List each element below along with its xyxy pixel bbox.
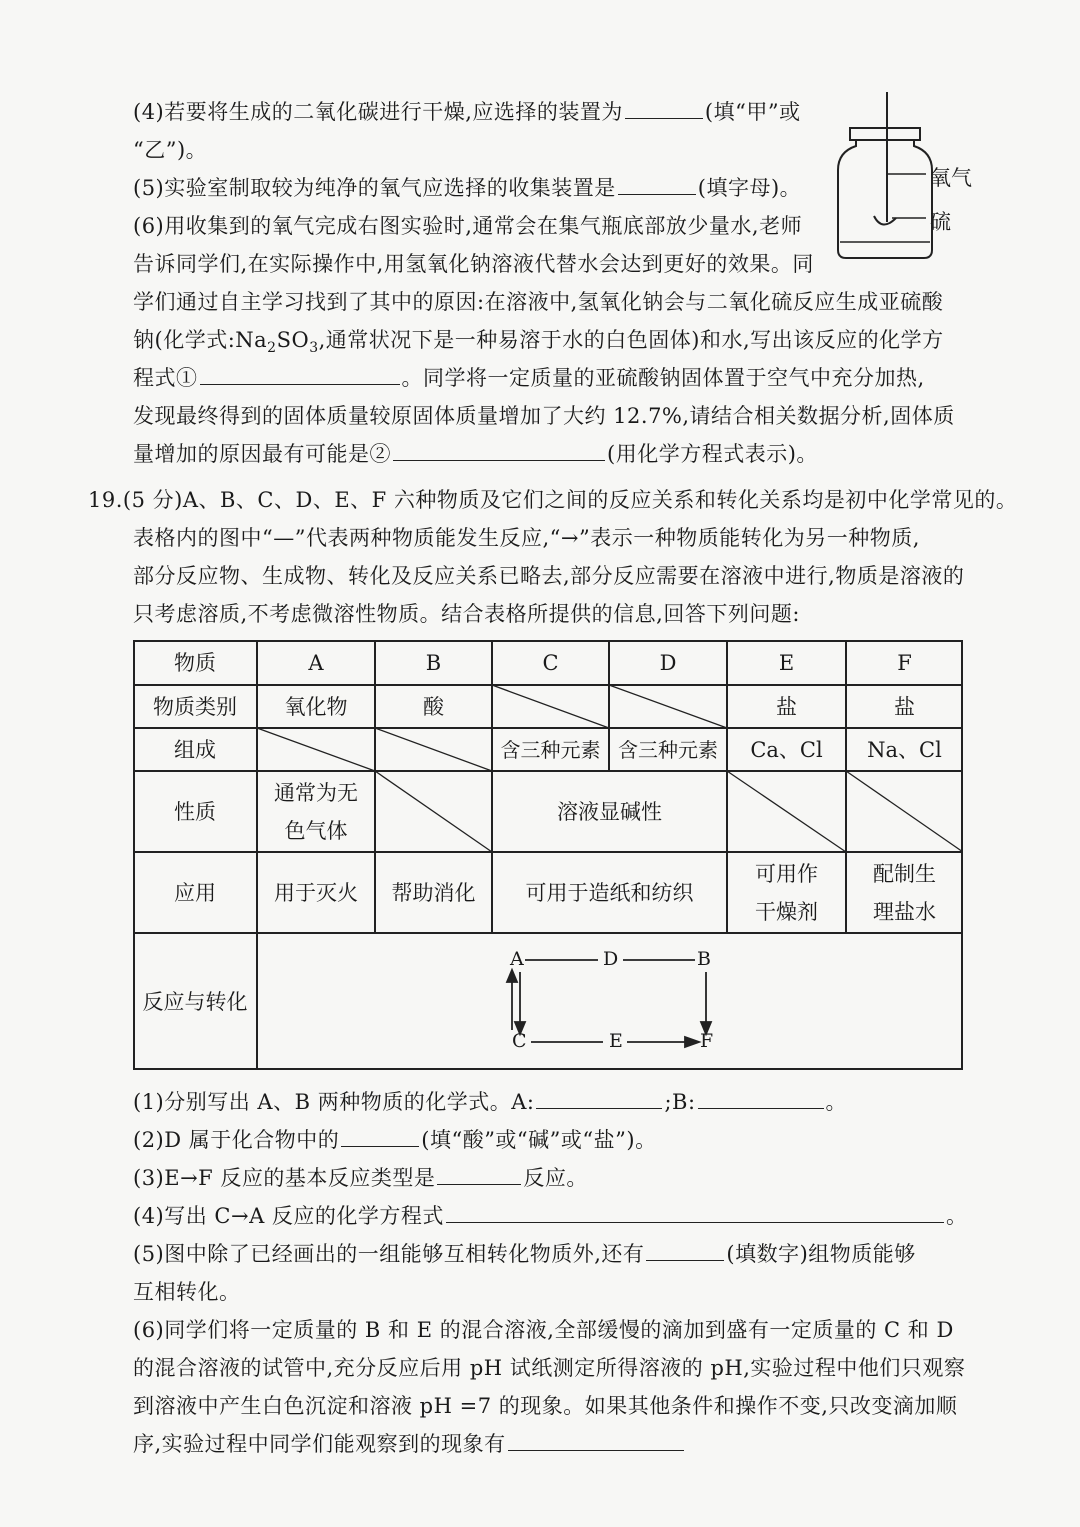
empty-cell-c-category xyxy=(492,685,609,728)
c-composition: 含三种元素 xyxy=(500,737,601,762)
q19-sub5-line1 xyxy=(133,1240,916,1268)
q19-sub1-end: 。 xyxy=(825,1090,848,1114)
q18-part6-line1: (6)用收集到的氧气完成右图实验时,通常会在集气瓶底部放少量水,老师 xyxy=(133,214,803,238)
empty-cell-a-composition xyxy=(257,728,375,771)
node-a: A xyxy=(510,948,524,970)
header-f: F xyxy=(897,650,912,675)
a-property-line2: 色气体 xyxy=(284,818,348,843)
gas-bottle-figure xyxy=(830,92,980,271)
node-d: D xyxy=(603,948,619,970)
q18-part4-line1 xyxy=(133,98,801,126)
q18-part4-blank[interactable] xyxy=(625,98,703,119)
q18-equation-1-blank[interactable] xyxy=(200,364,400,385)
q19-sub6-line3: 到溶液中产生白色沉淀和溶液 pH =7 的现象。如果其他条件和操作不变,只改变滴加顺 xyxy=(133,1394,958,1418)
q19-sub3-text: (3)E→F 反应的基本反应类型是 xyxy=(133,1166,436,1190)
row-label-reaction: 反应与转化 xyxy=(142,989,248,1014)
header-e: E xyxy=(778,650,795,675)
answer-phenomenon-blank[interactable] xyxy=(508,1430,684,1451)
row-label-composition: 组成 xyxy=(174,737,216,762)
f-use-line2: 理盐水 xyxy=(873,899,936,924)
d-composition: 含三种元素 xyxy=(618,737,718,762)
f-use xyxy=(846,852,963,933)
q18-part4-line2: “乙”)。 xyxy=(133,138,208,162)
empty-cell-b-property xyxy=(375,771,492,852)
e-use-line2: 干燥剂 xyxy=(755,899,818,924)
node-e: E xyxy=(609,1030,623,1052)
q18-part5-text: (5)实验室制取较为纯净的氧气应选择的收集装置是 xyxy=(133,176,616,200)
q19-sub6-line4 xyxy=(133,1430,686,1458)
q18-part5 xyxy=(133,174,801,202)
node-f: F xyxy=(700,1030,714,1052)
q19-sub6-line1: (6)同学们将一定质量的 B 和 E 的混合溶液,全部缓慢的滴加到盛有一定质量的 C 和 D xyxy=(133,1318,954,1342)
f-use-line1: 配制生 xyxy=(873,861,936,886)
q19-intro-line4: 只考虑溶质,不考虑微溶性物质。结合表格所提供的信息,回答下列问题: xyxy=(133,602,800,626)
e-composition: Ca、Cl xyxy=(750,737,823,762)
header-c: C xyxy=(542,650,559,675)
arrow-head-up xyxy=(507,970,517,982)
q19-sub4-end: 。 xyxy=(945,1204,968,1228)
header-substance: 物质 xyxy=(174,650,216,675)
q18-equation-2-label: 量增加的原因最有可能是② xyxy=(133,442,391,466)
node-b: B xyxy=(697,948,711,970)
f-category: 盐 xyxy=(894,694,915,719)
q19-sub3-end: 反应。 xyxy=(523,1166,588,1190)
q18-formula-sub-3: 3 xyxy=(309,340,319,357)
answer-groups-blank[interactable] xyxy=(646,1240,724,1261)
q19-sub4 xyxy=(133,1202,967,1230)
q18-part6-line5 xyxy=(133,364,925,392)
empty-cell-d-category xyxy=(609,685,727,728)
q18-part6-line6: 发现最终得到的固体质量较原固体质量增加了大约 12.7%,请结合相关数据分析,固体质 xyxy=(133,404,955,428)
a-category: 氧化物 xyxy=(284,694,348,719)
answer-reaction-type-blank[interactable] xyxy=(437,1164,521,1185)
empty-cell-f-property xyxy=(846,771,963,852)
a-property xyxy=(257,771,375,852)
q18-formula-so: SO xyxy=(276,328,310,352)
q19-sub5-line2: 互相转化。 xyxy=(133,1280,241,1304)
substance-table xyxy=(133,640,963,1070)
arrow-head-ef xyxy=(685,1037,699,1047)
q19-sub6-text: 序,实验过程中同学们能观察到的现象有 xyxy=(133,1432,506,1456)
a-property-line1: 通常为无 xyxy=(274,780,358,805)
answer-a-blank[interactable] xyxy=(536,1088,662,1109)
row-label-use: 应用 xyxy=(174,880,216,905)
f-composition: Na、Cl xyxy=(867,737,942,762)
e-use-line1: 可用作 xyxy=(755,861,818,886)
header-d: D xyxy=(659,650,677,675)
header-a: A xyxy=(308,650,324,675)
q18-part6-line7 xyxy=(133,440,818,468)
q18-part6-line7-rest: (用化学方程式表示)。 xyxy=(607,442,818,466)
q19-sub1 xyxy=(133,1088,847,1116)
q19-sub3 xyxy=(133,1164,588,1192)
row-label-property: 性质 xyxy=(174,799,216,824)
q18-formula-na: 钠(化学式:Na xyxy=(133,328,268,352)
label-oxygen: 氧气 xyxy=(930,166,972,190)
node-c: C xyxy=(512,1030,527,1052)
q18-part6-line5-rest: 。同学将一定质量的亚硫酸钠固体置于空气中充分加热, xyxy=(401,366,925,390)
q18-part6-line4-rest: ,通常状况下是一种易溶于水的白色固体)和水,写出该反应的化学方 xyxy=(318,328,944,352)
q19-intro-line2: 表格内的图中“—”代表两种物质能发生反应,“→”表示一种物质能转化为另一种物质, xyxy=(133,526,920,550)
q18-formula-sub-2: 2 xyxy=(267,340,277,357)
e-category: 盐 xyxy=(776,694,797,719)
q18-part5-hint: (填字母)。 xyxy=(697,176,802,200)
q19-sub2-hint: (填“酸”或“碱”或“盐”)。 xyxy=(421,1128,657,1152)
b-category: 酸 xyxy=(423,694,444,719)
cd-property: 溶液显碱性 xyxy=(557,799,662,824)
q19-sub5-hint: (填数字)组物质能够 xyxy=(726,1242,916,1266)
q18-part6-line4 xyxy=(133,326,944,362)
b-use: 帮助消化 xyxy=(391,880,476,905)
label-sulfur: 硫 xyxy=(930,210,951,234)
q18-part6-line2: 告诉同学们,在实际操作中,用氢氧化钠溶液代替水会达到更好的效果。同 xyxy=(133,252,814,276)
e-use xyxy=(727,852,846,933)
q19-intro-line3: 部分反应物、生成物、转化及反应关系已略去,部分反应需要在溶液中进行,物质是溶液的 xyxy=(133,564,965,588)
empty-cell-b-composition xyxy=(375,728,492,771)
answer-b-blank[interactable] xyxy=(698,1088,824,1109)
q19-intro-line1: 19.(5 分)A、B、C、D、E、F 六种物质及它们之间的反应关系和转化关系均是初中化学常见的。 xyxy=(88,488,1018,512)
q18-part6-line3: 学们通过自主学习找到了其中的原因:在溶液中,氢氧化钠会与二氧化硫反应生成亚硫酸 xyxy=(133,290,944,314)
q18-equation-1-label: 程式① xyxy=(133,366,198,390)
answer-equation-blank[interactable] xyxy=(446,1202,944,1223)
q19-sub2-text: (2)D 属于化合物中的 xyxy=(133,1128,340,1152)
q19-sub6-line2: 的混合溶液的试管中,充分反应后用 pH 试纸测定所得溶液的 pH,实验过程中他们只观察 xyxy=(133,1356,966,1380)
q19-sub1-text: (1)分别写出 A、B 两种物质的化学式。A: xyxy=(133,1090,535,1114)
empty-cell-e-property xyxy=(727,771,846,852)
row-label-category: 物质类别 xyxy=(153,694,237,719)
q19-sub4-text: (4)写出 C→A 反应的化学方程式 xyxy=(133,1204,444,1228)
q18-part5-blank[interactable] xyxy=(618,174,696,195)
q19-sub1-b-label: ;B: xyxy=(664,1090,696,1114)
q19-sub5-text: (5)图中除了已经画出的一组能够互相转化物质外,还有 xyxy=(133,1242,645,1266)
q18-part4-text: (4)若要将生成的二氧化碳进行干燥,应选择的装置为 xyxy=(133,100,623,124)
answer-d-type-blank[interactable] xyxy=(341,1126,419,1147)
a-use: 用于灭火 xyxy=(274,880,358,905)
q19-sub2 xyxy=(133,1126,657,1154)
cd-use: 可用于造纸和纺织 xyxy=(525,880,694,905)
q18-equation-2-blank[interactable] xyxy=(393,440,605,461)
header-b: B xyxy=(425,650,442,675)
q18-part4-hint: (填“甲”或 xyxy=(704,100,801,124)
